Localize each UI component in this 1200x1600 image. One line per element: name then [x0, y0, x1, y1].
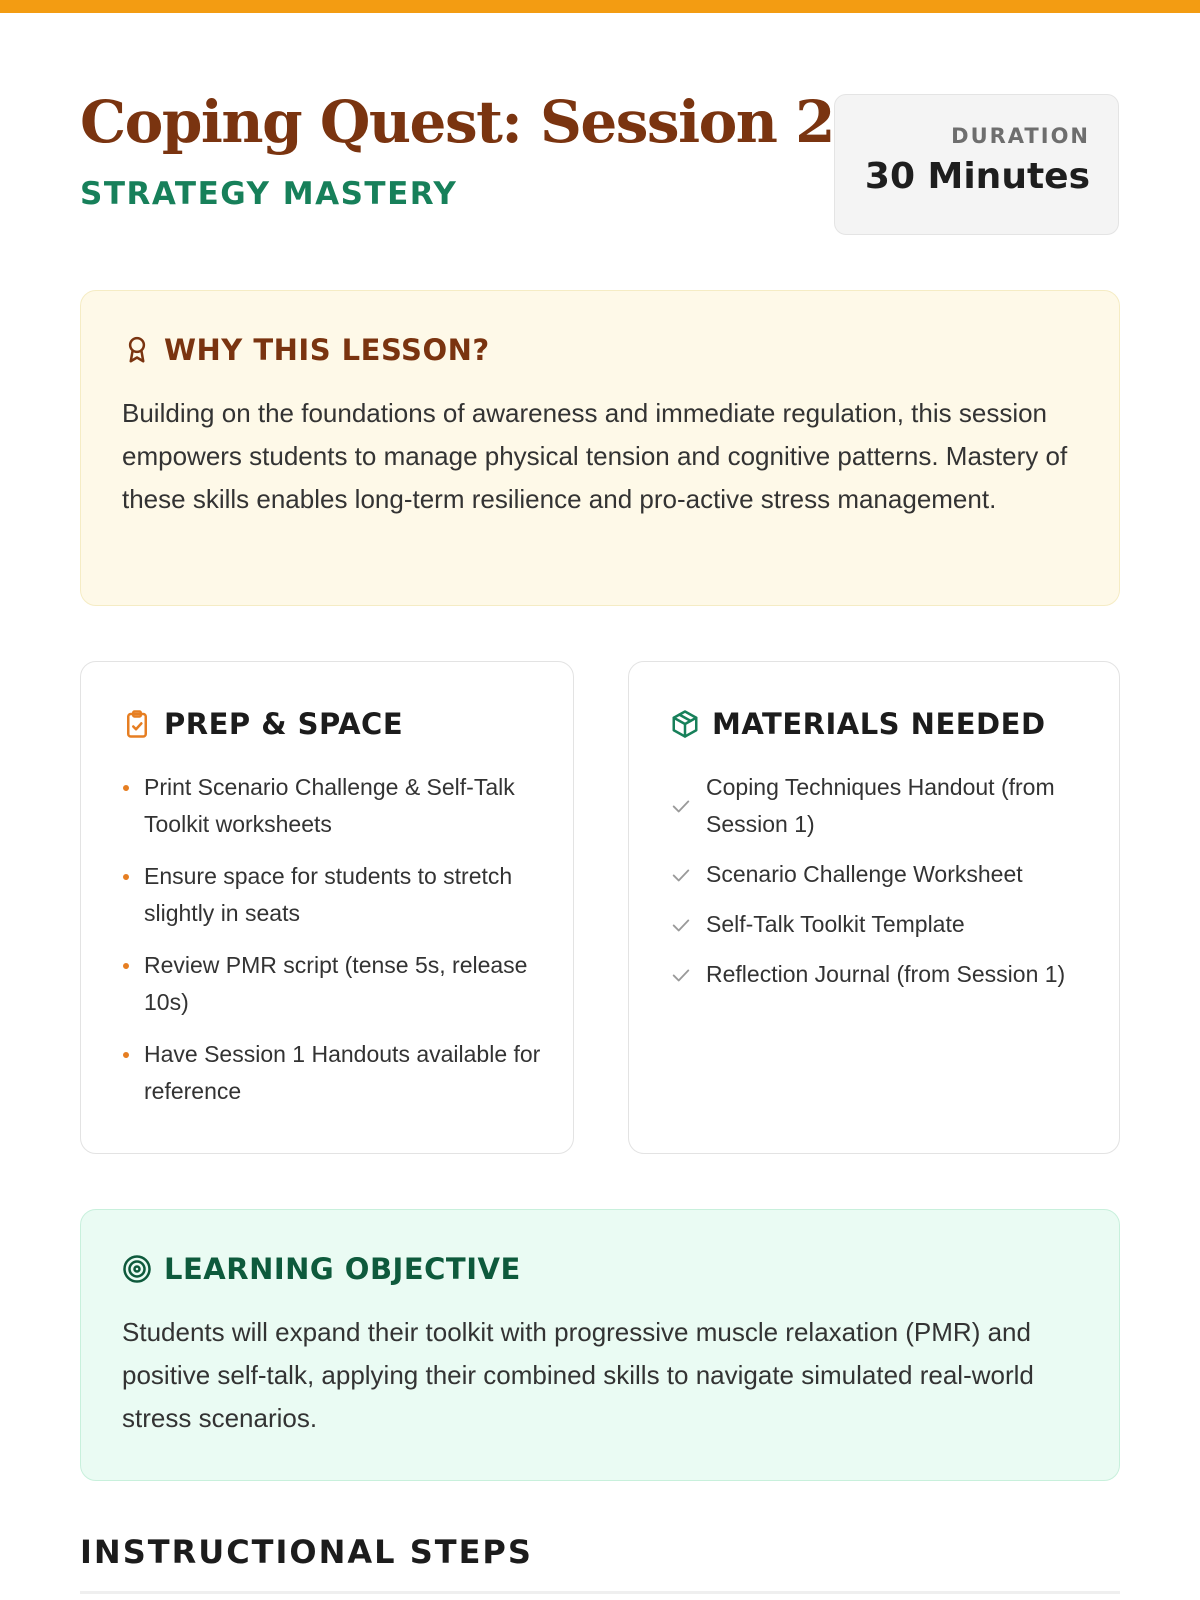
check-icon [670, 914, 694, 936]
prep-item-text: Ensure space for students to stretch slightly in seats [144, 863, 513, 926]
prep-item-text: Print Scenario Challenge & Self-Talk Toolkit worksheets [144, 774, 515, 837]
check-icon [670, 964, 694, 986]
target-icon [122, 1254, 152, 1284]
objective-heading-row [122, 1252, 521, 1286]
clipboard-check-icon [122, 709, 152, 739]
check-icon [670, 864, 694, 886]
materials-item [670, 856, 1089, 893]
prep-item-text: Have Session 1 Handouts available for reference [144, 1041, 541, 1104]
why-heading: WHY THIS LESSON? [164, 333, 490, 367]
bullet-dot [123, 874, 129, 880]
why-heading-row [122, 333, 490, 367]
materials-list [670, 769, 1089, 1006]
prep-item [122, 769, 543, 843]
prep-list [122, 769, 543, 1125]
prep-heading-row [122, 707, 403, 741]
bullet-dot [123, 785, 129, 791]
instructional-steps-heading: INSTRUCTIONAL STEPS [80, 1533, 533, 1571]
prep-item-text: Review PMR script (tense 5s, release 10s) [144, 952, 528, 1015]
bullet-dot [123, 963, 129, 969]
materials-item [670, 906, 1089, 943]
package-box-icon [670, 709, 700, 739]
award-ribbon-icon [122, 335, 152, 365]
page-subtitle: STRATEGY MASTERY [80, 176, 458, 212]
prep-item [122, 1036, 543, 1110]
materials-needed-card [628, 661, 1120, 1154]
duration-value: 30 Minutes [864, 156, 1090, 197]
prep-space-card [80, 661, 574, 1154]
duration-box [834, 94, 1119, 235]
materials-item-text: Self-Talk Toolkit Template [706, 911, 965, 937]
prep-item [122, 858, 543, 932]
objective-heading: LEARNING OBJECTIVE [164, 1252, 521, 1286]
top-accent-bar [0, 0, 1200, 13]
why-this-lesson-card [80, 290, 1120, 606]
objective-body: Students will expand their toolkit with progressive muscle relaxation (PMR) and positive self-talk, applying their combined skills to navigate simulated real-world stress scenarios. [122, 1317, 1034, 1433]
check-icon [670, 795, 694, 817]
why-body: Building on the foundations of awareness and immediate regulation, this session empowers students to manage physical tension and cognitive patterns. Mastery of these skills enables long-term resilience and pro-active stress management. [122, 398, 1068, 514]
section-divider [80, 1591, 1120, 1594]
learning-objective-card [80, 1209, 1120, 1481]
materials-item [670, 956, 1089, 993]
materials-item [670, 769, 1089, 843]
materials-item-text: Reflection Journal (from Session 1) [706, 961, 1066, 987]
prep-item [122, 947, 543, 1021]
bullet-dot [123, 1052, 129, 1058]
materials-item-text: Coping Techniques Handout (from Session 1) [706, 774, 1055, 837]
prep-heading: PREP & SPACE [164, 707, 404, 741]
materials-item-text: Scenario Challenge Worksheet [706, 861, 1023, 887]
materials-heading: MATERIALS NEEDED [712, 707, 1046, 741]
materials-heading-row [670, 707, 1046, 741]
duration-label: DURATION [951, 124, 1090, 148]
page-title: Coping Quest: Session 2 [80, 88, 835, 156]
